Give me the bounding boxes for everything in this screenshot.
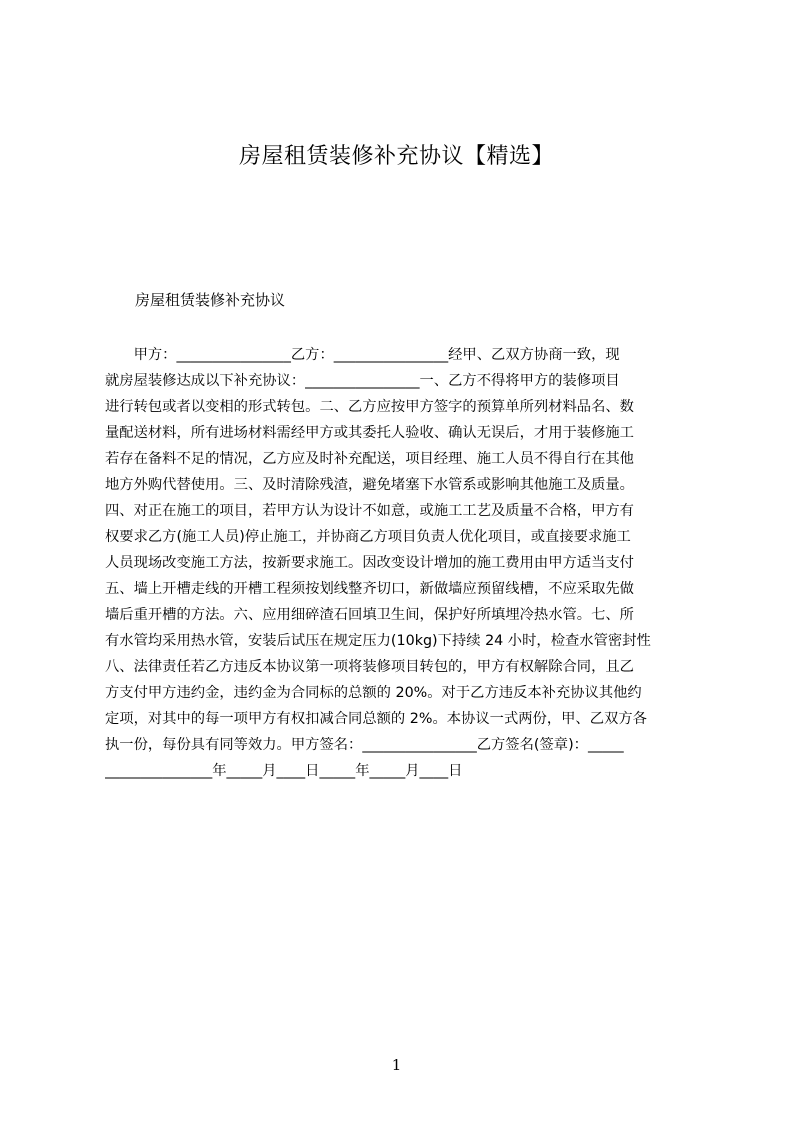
body-line: 墙后重开槽的方法。六、应用细碎渣石回填卫生间，保护好所填埋冷热水管。七、所 (105, 607, 634, 623)
body-line: 若存在备料不足的情况，乙方应及时补充配送，项目经理、施工人员不得自行在其他 (105, 451, 634, 467)
page-number: 1 (391, 1056, 402, 1074)
body-line: 权要求乙方(施工人员)停止施工，并协商乙方项目负责人优化项目，或直接要求施工 (105, 529, 631, 545)
agreement-heading: 房屋租赁装修补充协议 (135, 291, 286, 309)
body-line: 就房屋装修达成以下补充协议：________________一、乙方不得将甲方的装修项目 (105, 373, 620, 389)
body-line: 方支付甲方违约金，违约金为合同标的总额的 20%。对于乙方违反本补充协议其他约 (105, 685, 642, 701)
body-line: 五、墙上开槽走线的开槽工程须按划线整齐切口，新做墙应预留线槽，不应采取先做 (105, 581, 634, 597)
body-line: 进行转包或者以变相的形式转包。二、乙方应按甲方签字的预算单所列材料品名、数 (105, 399, 634, 415)
document-title: 房屋租赁装修补充协议【精选】 (238, 144, 554, 169)
body-line: 八、法律责任若乙方违反本协议第一项将装修项目转包的，甲方有权解除合同，且乙 (105, 659, 634, 675)
body-line: 定项，对其中的每一项甲方有权扣减合同总额的 2%。本协议一式两份，甲、乙双方各 (105, 711, 647, 727)
body-line: 有水管均采用热水管，安装后试压在规定压力(10kg)下持续 24 小时，检查水管密封性 (105, 633, 651, 649)
body-line: 地方外购代替使用。三、及时清除残渣，避免堵塞下水管系或影响其他施工及质量。 (105, 477, 634, 493)
agreement-body (105, 342, 701, 798)
date-line: _______________年_____月____日_____年_____月____日 (105, 763, 463, 779)
body-line: 四、对正在施工的项目，若甲方认为设计不如意，或施工工艺及质量不合格，甲方有 (105, 503, 634, 519)
signature-line: 执一份，每份具有同等效力。甲方签名：________________乙方签名(签章)：_____ (105, 737, 624, 753)
body-line: 甲方：________________乙方：________________经甲、乙双方协商一致，现 (105, 347, 620, 363)
body-line: 人员现场改变施工方法，按新要求施工。因改变设计增加的施工费用由甲方适当支付 (105, 555, 634, 571)
body-line: 量配送材料，所有进场材料需经甲方或其委托人验收、确认无误后，才用于装修施工 (105, 425, 634, 441)
